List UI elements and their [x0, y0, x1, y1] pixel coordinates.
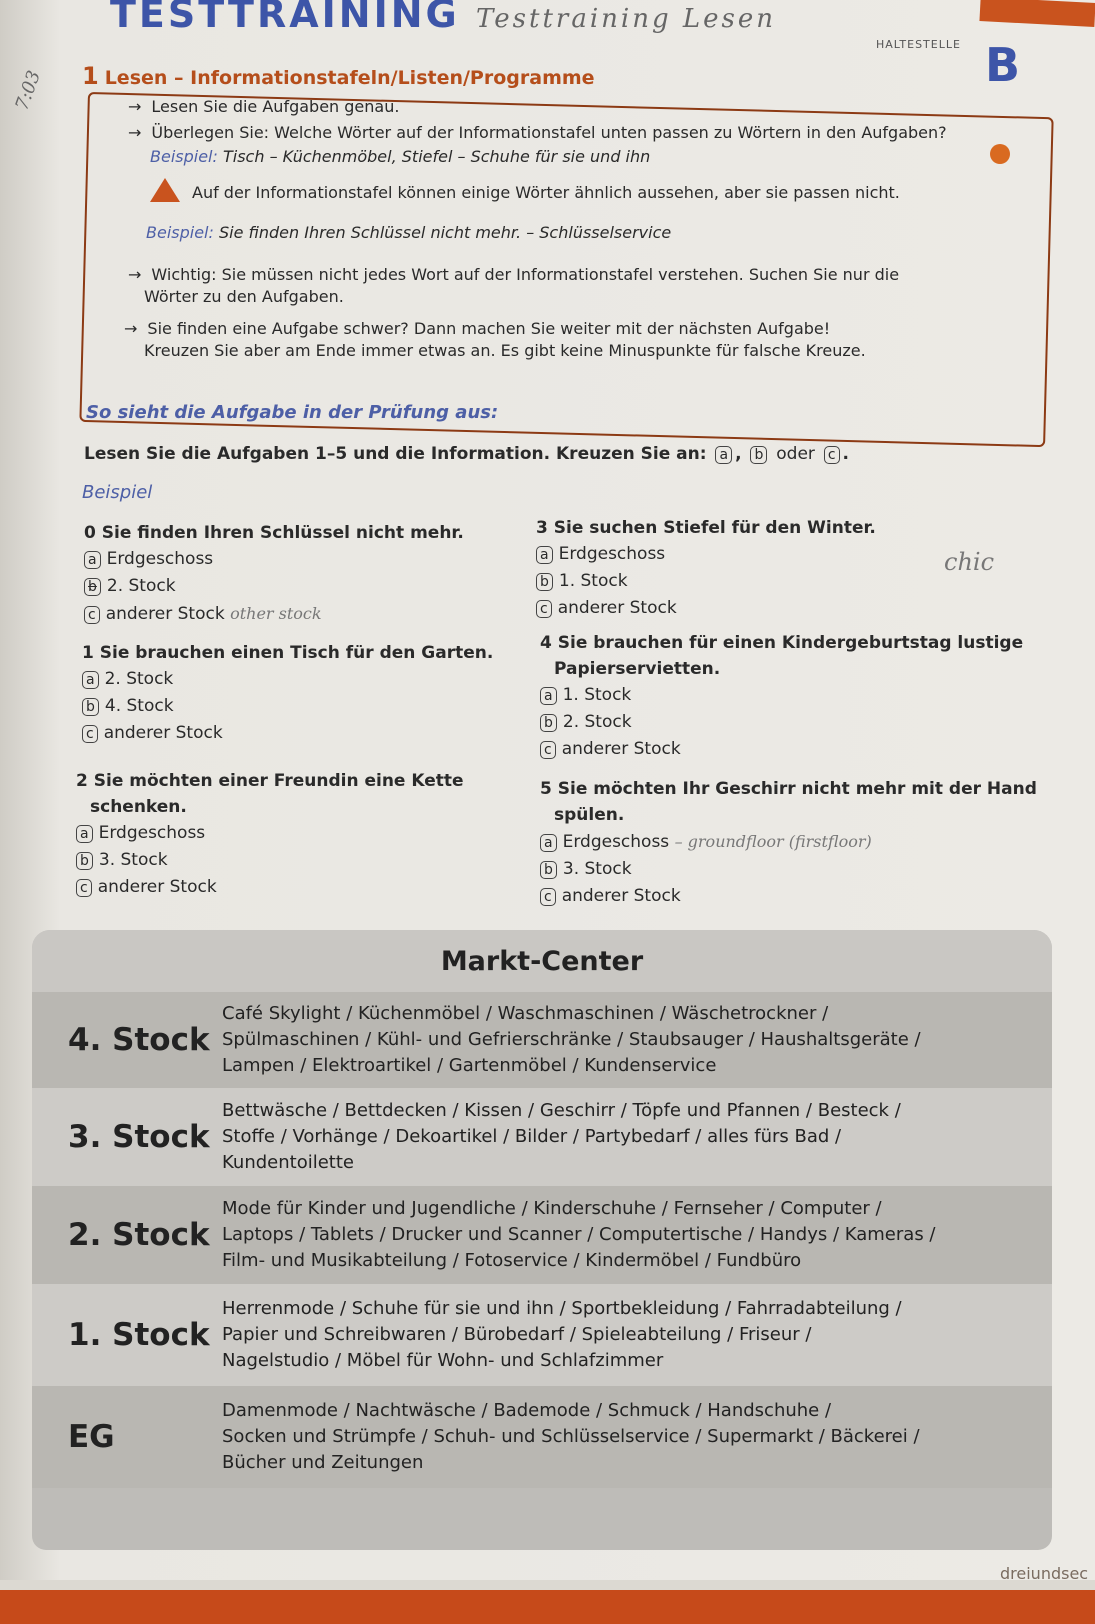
department-line: Nagelstudio / Möbel für Wohn- und Schlafzimmer	[222, 1350, 664, 1371]
question-text-cont: Papierservietten.	[554, 659, 721, 679]
answer-option-b[interactable]	[540, 856, 1037, 883]
info-board	[32, 930, 1052, 1550]
section-heading: 1 Lesen – Informationstafeln/Listen/Programme	[82, 62, 595, 90]
answer-checkbox[interactable]: a	[540, 687, 557, 705]
answer-option-b[interactable]	[540, 709, 1023, 736]
answer-label: 4. Stock	[104, 696, 174, 716]
answer-option-c[interactable]	[76, 874, 464, 901]
task-instruction: Lesen Sie die Aufgaben 1–5 und die Information. Kreuzen Sie an: a , b oder c .	[84, 444, 849, 464]
handwritten-note: Testtraining Lesen	[475, 4, 776, 34]
floor-row	[32, 1186, 1052, 1284]
handwritten-note: chic	[944, 548, 995, 576]
answer-option-a[interactable]	[82, 666, 493, 693]
answer-option-a[interactable]	[84, 546, 464, 573]
question-5	[540, 776, 1037, 910]
answer-checkbox[interactable]: b	[76, 852, 93, 870]
answer-label: anderer Stock	[105, 604, 225, 624]
tip-1: → Lesen Sie die Aufgaben genau.	[128, 97, 400, 116]
answer-label: Erdgeschoss	[106, 549, 214, 569]
answer-label: Erdgeschoss	[558, 544, 666, 564]
floor-row	[32, 1386, 1052, 1488]
answer-checkbox[interactable]: a	[76, 825, 93, 843]
answer-label: anderer Stock	[103, 723, 223, 743]
warning-icon	[150, 178, 180, 202]
station-label: HALTESTELLE	[876, 38, 961, 51]
answer-label: 1. Stock	[562, 685, 632, 705]
tip-2: → Überlegen Sie: Welche Wörter auf der Informationstafel unten passen zu Wörtern in den Aufgaben?	[128, 123, 947, 142]
tip-4: → Sie finden eine Aufgabe schwer? Dann machen Sie weiter mit der nächsten Aufgabe! Kreuzen Sie aber am Ende immer etwas an. Es gibt keine Minuspunkte für falsche Kreuze.	[124, 319, 866, 360]
floor-row	[32, 1088, 1052, 1186]
page-number-word: dreiundsec	[1000, 1564, 1089, 1583]
series-title: TESTTRAINING Testtraining Lesen	[110, 0, 776, 36]
board-title: Markt-Center	[32, 930, 1052, 992]
answer-option-b[interactable]	[536, 568, 876, 595]
answer-label: Erdgeschoss	[98, 823, 206, 843]
answer-checkbox[interactable]: c	[540, 741, 556, 759]
department-line: Bettwäsche / Bettdecken / Kissen / Geschirr / Töpfe und Pfannen / Besteck /	[222, 1100, 901, 1121]
answer-option-a[interactable]	[540, 682, 1023, 709]
floor-name: 4. Stock	[68, 1022, 210, 1058]
question-text: 1 Sie brauchen einen Tisch für den Garten.	[82, 643, 494, 663]
answer-label: 3. Stock	[98, 850, 168, 870]
department-line: Herrenmode / Schuhe für sie und ihn / Sportbekleidung / Fahrradabteilung /	[222, 1298, 902, 1319]
floor-departments	[222, 1296, 1052, 1374]
answer-checkbox[interactable]: a	[84, 551, 101, 569]
floor-departments	[222, 1196, 1052, 1274]
answer-label: Erdgeschoss	[562, 832, 670, 852]
answer-checkbox[interactable]: b	[540, 861, 557, 879]
floor-name: 2. Stock	[68, 1217, 210, 1253]
answer-label: anderer Stock	[97, 877, 217, 897]
question-text: 5 Sie möchten Ihr Geschirr nicht mehr mit der Hand	[540, 779, 1037, 799]
answer-checkbox[interactable]: b	[540, 714, 557, 732]
answer-label: anderer Stock	[557, 598, 677, 618]
answer-option-a[interactable]	[76, 820, 464, 847]
floor-name: 3. Stock	[68, 1119, 210, 1155]
bottom-bar	[0, 1590, 1095, 1624]
answer-checkbox[interactable]: a	[540, 834, 557, 852]
margin-note: 7:03	[11, 67, 45, 114]
answer-label: 3. Stock	[562, 859, 632, 879]
question-2	[76, 768, 464, 901]
handwritten-note: – groundfloor (firstfloor)	[674, 832, 872, 851]
question-text: 2 Sie möchten einer Freundin eine Kette	[76, 771, 464, 791]
answer-option-c[interactable]	[82, 720, 493, 747]
answer-option-a[interactable]	[540, 828, 1037, 856]
department-line: Mode für Kinder und Jugendliche / Kinderschuhe / Fernseher / Computer /	[222, 1198, 882, 1219]
answer-checkbox[interactable]: b	[84, 578, 101, 596]
answer-checkbox[interactable]: c	[76, 879, 92, 897]
handwritten-note: other stock	[230, 604, 322, 623]
station-letter: B	[985, 38, 1021, 92]
question-text: 4 Sie brauchen für einen Kindergeburtstag lustige	[540, 633, 1024, 653]
floor-departments	[222, 1398, 1052, 1476]
floor-row	[32, 1284, 1052, 1386]
department-line: Kundentoilette	[222, 1152, 354, 1173]
answer-option-c[interactable]	[540, 883, 1037, 910]
answer-label: 1. Stock	[558, 571, 628, 591]
question-3	[536, 515, 876, 622]
answer-checkbox[interactable]: c	[82, 725, 98, 743]
question-1	[82, 640, 493, 747]
question-text: 0 Sie finden Ihren Schlüssel nicht mehr.	[84, 523, 464, 543]
answer-label: anderer Stock	[561, 886, 681, 906]
question-4	[540, 630, 1023, 763]
answer-label: anderer Stock	[561, 739, 681, 759]
question-text-cont: spülen.	[554, 805, 625, 825]
answer-checkbox[interactable]: a	[536, 546, 553, 564]
tip-3: → Wichtig: Sie müssen nicht jedes Wort auf der Informationstafel verstehen. Suchen Sie nur die Wörter zu den Aufgaben.	[128, 265, 900, 306]
answer-checkbox[interactable]: a	[82, 671, 99, 689]
answer-label: 2. Stock	[106, 576, 176, 596]
answer-option-b[interactable]	[76, 847, 464, 874]
question-text: 3 Sie suchen Stiefel für den Winter.	[536, 518, 876, 538]
answer-label: 2. Stock	[104, 669, 174, 689]
answer-checkbox[interactable]: c	[540, 888, 556, 906]
answer-option-b[interactable]	[82, 693, 493, 720]
department-line: Stoffe / Vorhänge / Dekoartikel / Bilder / Partybedarf / alles fürs Bad /	[222, 1126, 842, 1147]
task-subtitle: So sieht die Aufgabe in der Prüfung aus:	[86, 402, 499, 423]
answer-option-c[interactable]	[84, 600, 464, 628]
answer-option-c[interactable]	[536, 595, 876, 622]
answer-option-a[interactable]	[536, 541, 876, 568]
answer-label: 2. Stock	[562, 712, 632, 732]
floor-departments	[222, 1098, 1052, 1176]
example-label: Beispiel	[82, 482, 153, 503]
answer-checkbox[interactable]: b	[82, 698, 99, 716]
department-line: Café Skylight / Küchenmöbel / Waschmaschinen / Wäschetrockner /	[222, 1003, 829, 1024]
department-line: Papier und Schreibwaren / Bürobedarf / Spieleabteilung / Friseur /	[222, 1324, 812, 1345]
example-1: Beispiel: Tisch – Küchenmöbel, Stiefel – Schuhe für sie und ihn	[150, 147, 651, 166]
department-line: Film- und Musikabteilung / Fotoservice / Kindermöbel / Fundbüro	[222, 1250, 802, 1271]
department-line: Socken und Strümpfe / Schuh- und Schlüsselservice / Supermarkt / Bäckerei /	[222, 1426, 920, 1447]
floor-departments	[222, 1001, 1052, 1079]
smiley-icon	[990, 144, 1010, 164]
answer-checkbox[interactable]: b	[536, 573, 553, 591]
floor-name: 1. Stock	[68, 1317, 210, 1353]
department-line: Bücher und Zeitungen	[222, 1452, 424, 1473]
department-line: Lampen / Elektroartikel / Gartenmöbel / Kundenservice	[222, 1055, 717, 1076]
answer-option-b[interactable]	[84, 573, 464, 600]
department-line: Damenmode / Nachtwäsche / Bademode / Schmuck / Handschuhe /	[222, 1400, 832, 1421]
department-line: Spülmaschinen / Kühl- und Gefrierschränke / Staubsauger / Haushaltsgeräte /	[222, 1029, 921, 1050]
floor-name: EG	[68, 1419, 115, 1455]
answer-checkbox[interactable]: c	[536, 600, 552, 618]
question-text-cont: schenken.	[90, 797, 187, 817]
answer-checkbox[interactable]: c	[84, 606, 100, 624]
answer-option-c[interactable]	[540, 736, 1023, 763]
question-0	[84, 520, 464, 628]
floor-row	[32, 992, 1052, 1088]
warning: Auf der Informationstafel können einige Wörter ähnlich aussehen, aber sie passen nicht.	[150, 178, 900, 204]
example-2: Beispiel: Sie finden Ihren Schlüssel nicht mehr. – Schlüsselservice	[146, 223, 672, 242]
department-line: Laptops / Tablets / Drucker und Scanner / Computertische / Handys / Kameras /	[222, 1224, 936, 1245]
